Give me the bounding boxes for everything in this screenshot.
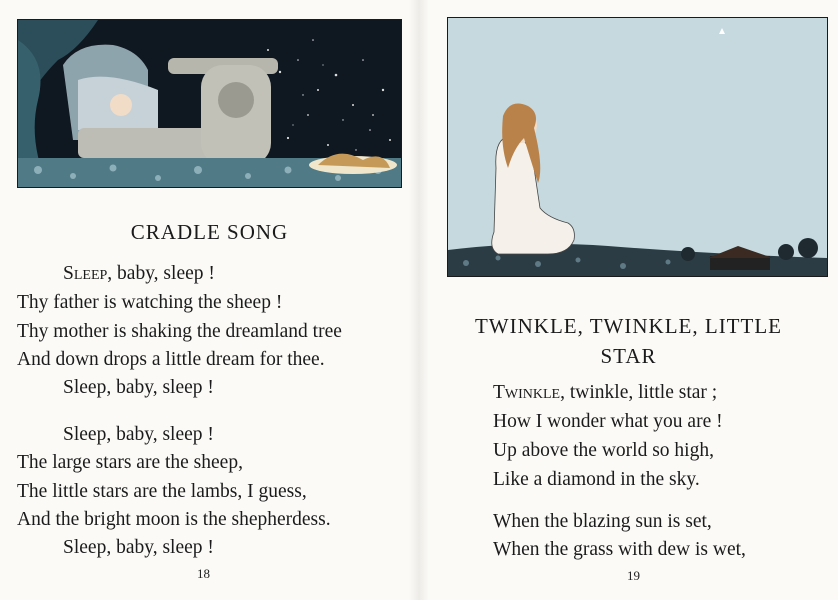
verse-line: Sleep, baby, sleep ! [63,263,215,284]
poem-title-line: TWINKLE, TWINKLE, LITTLE [474,314,782,338]
page-number: 18 [197,566,210,581]
right-page [419,0,838,600]
poem-title: CRADLE SONG [130,220,289,244]
night-cradle-illustration [17,19,402,188]
poem-title [419,311,838,371]
verse-line: Up above the world so high, [493,440,714,461]
verse-line: Twinkle, twinkle, little star ; [493,382,718,403]
verse-line: When the blazing sun is set, [493,511,712,532]
kneeling-girl-illustration [447,17,828,277]
page-number: 19 [627,568,640,583]
verse-line: Sleep, baby, sleep ! [63,377,214,398]
verse-line: Like a diamond in the sky. [493,469,700,490]
verse-line: Thy mother is shaking the dreamland tree [17,321,342,342]
poem-title-line: STAR [600,344,657,368]
verse-line: And down drops a little dream for thee. [17,349,325,370]
verse-line: Sleep, baby, sleep ! [63,537,214,558]
verse-line: The little stars are the lambs, I guess, [17,481,307,502]
verse-line: Sleep, baby, sleep ! [63,424,214,445]
verse-line: How I wonder what you are ! [493,411,723,432]
verse-line: When the grass with dew is wet, [493,539,746,560]
verse-line: And the bright moon is the shepherdess. [17,509,331,530]
verse-line: The large stars are the sheep, [17,452,243,473]
verse-line: Thy father is watching the sheep ! [17,292,283,313]
